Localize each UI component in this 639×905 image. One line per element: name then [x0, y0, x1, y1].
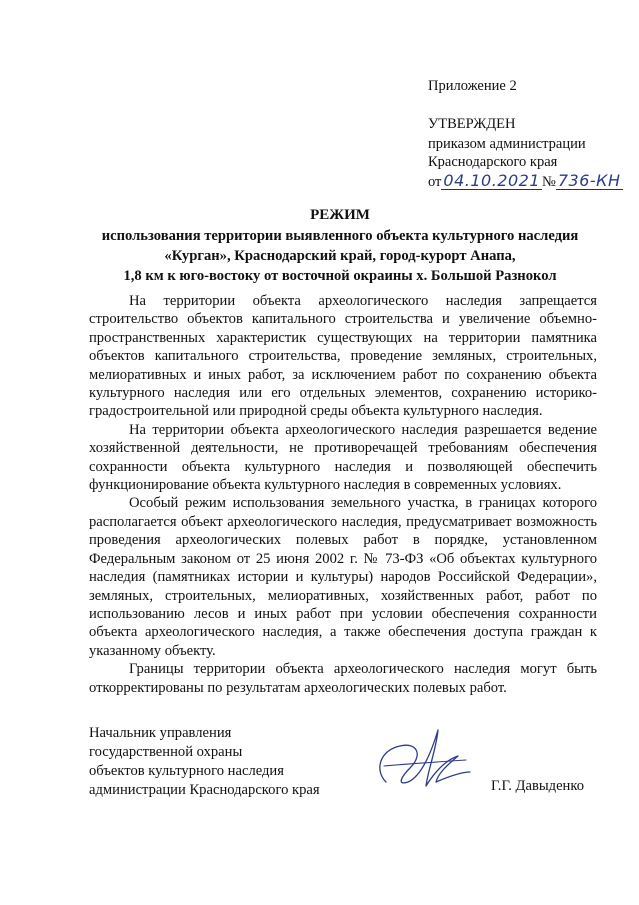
order-line: приказом администрации: [428, 136, 586, 152]
from-label: от: [428, 174, 442, 190]
signatory-position: [89, 724, 320, 800]
approved-label: УТВЕРЖДЕН: [428, 116, 516, 132]
position-line-3: объектов культурного наследия: [89, 763, 284, 779]
position-line-4: администрации Краснодарского края: [89, 782, 320, 798]
position-line-1: Начальник управления: [89, 725, 232, 741]
document-title: [60, 205, 620, 286]
signer-name: Г.Г. Давыденко: [491, 778, 585, 794]
appendix-label: Приложение 2: [428, 78, 517, 94]
title-line-1: использования территории выявленного объекта культурного наследия: [101, 228, 579, 244]
handwritten-number: 736-КН: [557, 171, 621, 190]
handwritten-signature: [366, 720, 476, 800]
title-line-2: «Курган», Краснодарский край, город-курорт Анапа,: [164, 248, 516, 264]
title-line-3: 1,8 км к юго-востоку от восточной окраины х. Большой Разнокол: [123, 268, 557, 284]
region-line: Краснодарского края: [428, 154, 558, 170]
number-label: №: [542, 174, 556, 190]
handwritten-date: 04.10.2021: [443, 171, 541, 190]
paragraph-prohibitions: На территории объекта археологического наследия запрещается строительство объектов капитального строительства и увеличение объемно-пространственных характеристик существующих на территории памятника объектов капитального строительства, проведение земляных, строительных, мелиоративных и иных работ, за исключением работ по сохранению объекта культурного наследия или его отдельных элементов, сохранению историко-градостроительной или природной среды объекта культурного наследия.: [89, 293, 597, 420]
order-date-number: [428, 173, 623, 190]
title-heading: РЕЖИМ: [310, 207, 370, 223]
position-line-2: государственной охраны: [89, 744, 243, 760]
paragraph-boundaries: Границы территории объекта археологического наследия могут быть откорректированы по результатам археологических полевых работ.: [89, 661, 597, 696]
document-body: [89, 292, 597, 697]
paragraph-special-regime: Особый режим использования земельного участка, в границах которого располагается объект археологического наследия, предусматривает возможность проведения археологических полевых работ в порядке, установленном Федеральным законом от 25 июня 2002 г. № 73-ФЗ «Об объектах культурного наследия (памятниках истории и культуры) народов Российской Федерации», земляных, строительных, мелиоративных, хозяйственных работ, работ по использованию лесов и иных работ при условии обеспечения сохранности объекта археологического наследия, а также обеспечения доступа граждан к указанному объекту.: [89, 495, 597, 659]
paragraph-permissions: На территории объекта археологического наследия разрешается ведение хозяйственной деятельности, не противоречащей требованиям обеспечения сохранности объекта культурного наследия и позволяющей обеспечить функционирование объекта культурного наследия в современных условиях.: [89, 421, 597, 494]
